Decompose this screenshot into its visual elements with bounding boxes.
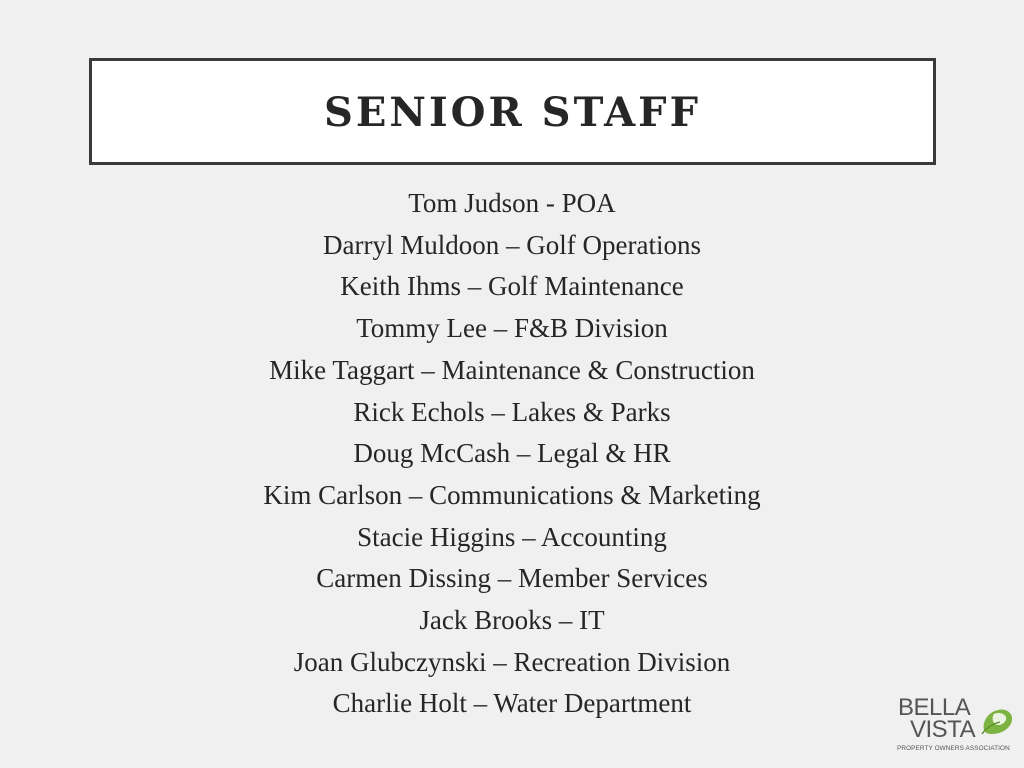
staff-item: Rick Echols – Lakes & Parks	[353, 396, 671, 427]
staff-item: Darryl Muldoon – Golf Operations	[323, 229, 701, 260]
staff-item: Keith Ihms – Golf Maintenance	[340, 271, 684, 302]
bella-vista-logo	[894, 690, 1018, 760]
logo-text-vista: VISTA	[910, 716, 976, 743]
staff-item: Stacie Higgins – Accounting	[357, 521, 667, 552]
staff-item: Jack Brooks – IT	[419, 605, 605, 636]
staff-item: Charlie Holt – Water Department	[332, 688, 692, 719]
staff-item: Kim Carlson – Communications & Marketing	[263, 479, 761, 510]
staff-item: Tommy Lee – F&B Division	[356, 313, 668, 344]
staff-list	[0, 183, 1024, 725]
logo-tagline: PROPERTY OWNERS ASSOCIATION	[897, 745, 1010, 752]
logo-text-bella: BELLA	[898, 694, 971, 721]
staff-item: Tom Judson - POA	[408, 188, 616, 218]
staff-item: Mike Taggart – Maintenance & Construction	[269, 354, 755, 385]
staff-item: Doug McCash – Legal & HR	[353, 438, 671, 469]
title-box	[89, 58, 936, 165]
staff-item: Joan Glubczynski – Recreation Division	[293, 646, 731, 677]
staff-item: Carmen Dissing – Member Services	[316, 563, 708, 594]
leaf-icon	[978, 704, 1016, 738]
slide-title: SENIOR STAFF	[324, 89, 701, 136]
